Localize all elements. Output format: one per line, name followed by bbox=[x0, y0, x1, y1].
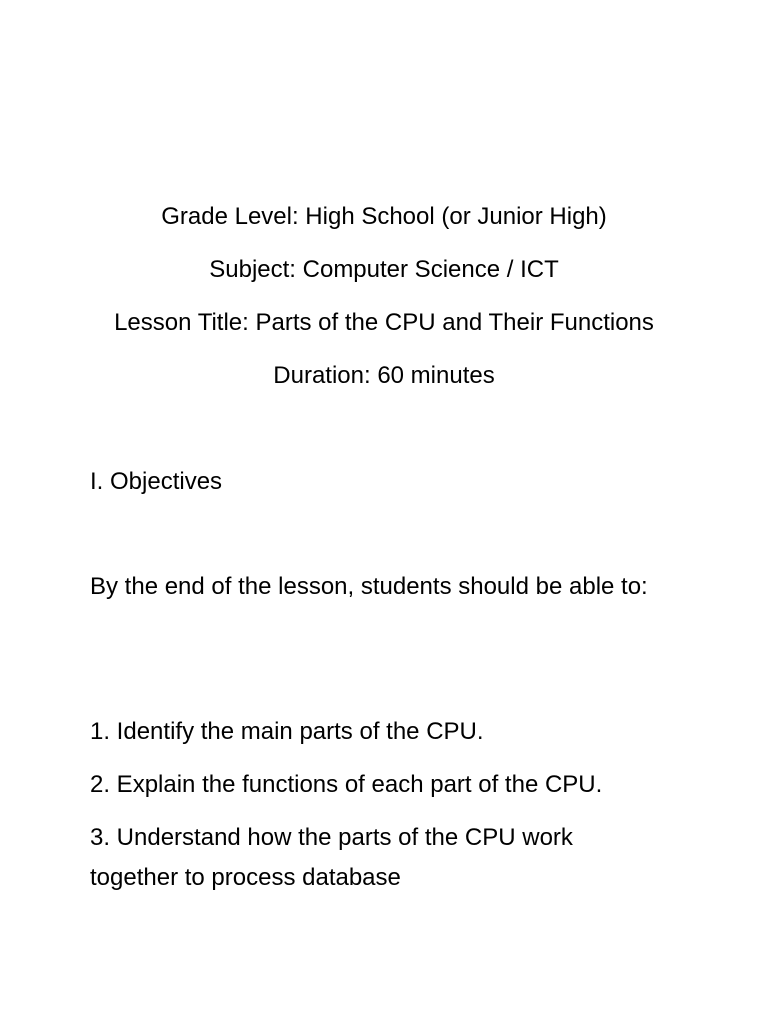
objectives-intro: By the end of the lesson, students should be able to: bbox=[90, 573, 648, 600]
objective-item-3: 3. Understand how the parts of the CPU work together to process database bbox=[90, 824, 573, 891]
objectives-heading: I. Objectives bbox=[90, 468, 223, 495]
objective-item-2: 2. Explain the functions of each part of the CPU. bbox=[90, 771, 603, 798]
lesson-title-line: Lesson Title: Parts of the CPU and Their Functions bbox=[114, 309, 654, 336]
duration-line: Duration: 60 minutes bbox=[273, 362, 495, 389]
objective-item-1: 1. Identify the main parts of the CPU. bbox=[90, 718, 484, 745]
grade-level-line: Grade Level: High School (or Junior High) bbox=[161, 203, 607, 230]
subject-line: Subject: Computer Science / ICT bbox=[209, 256, 559, 283]
